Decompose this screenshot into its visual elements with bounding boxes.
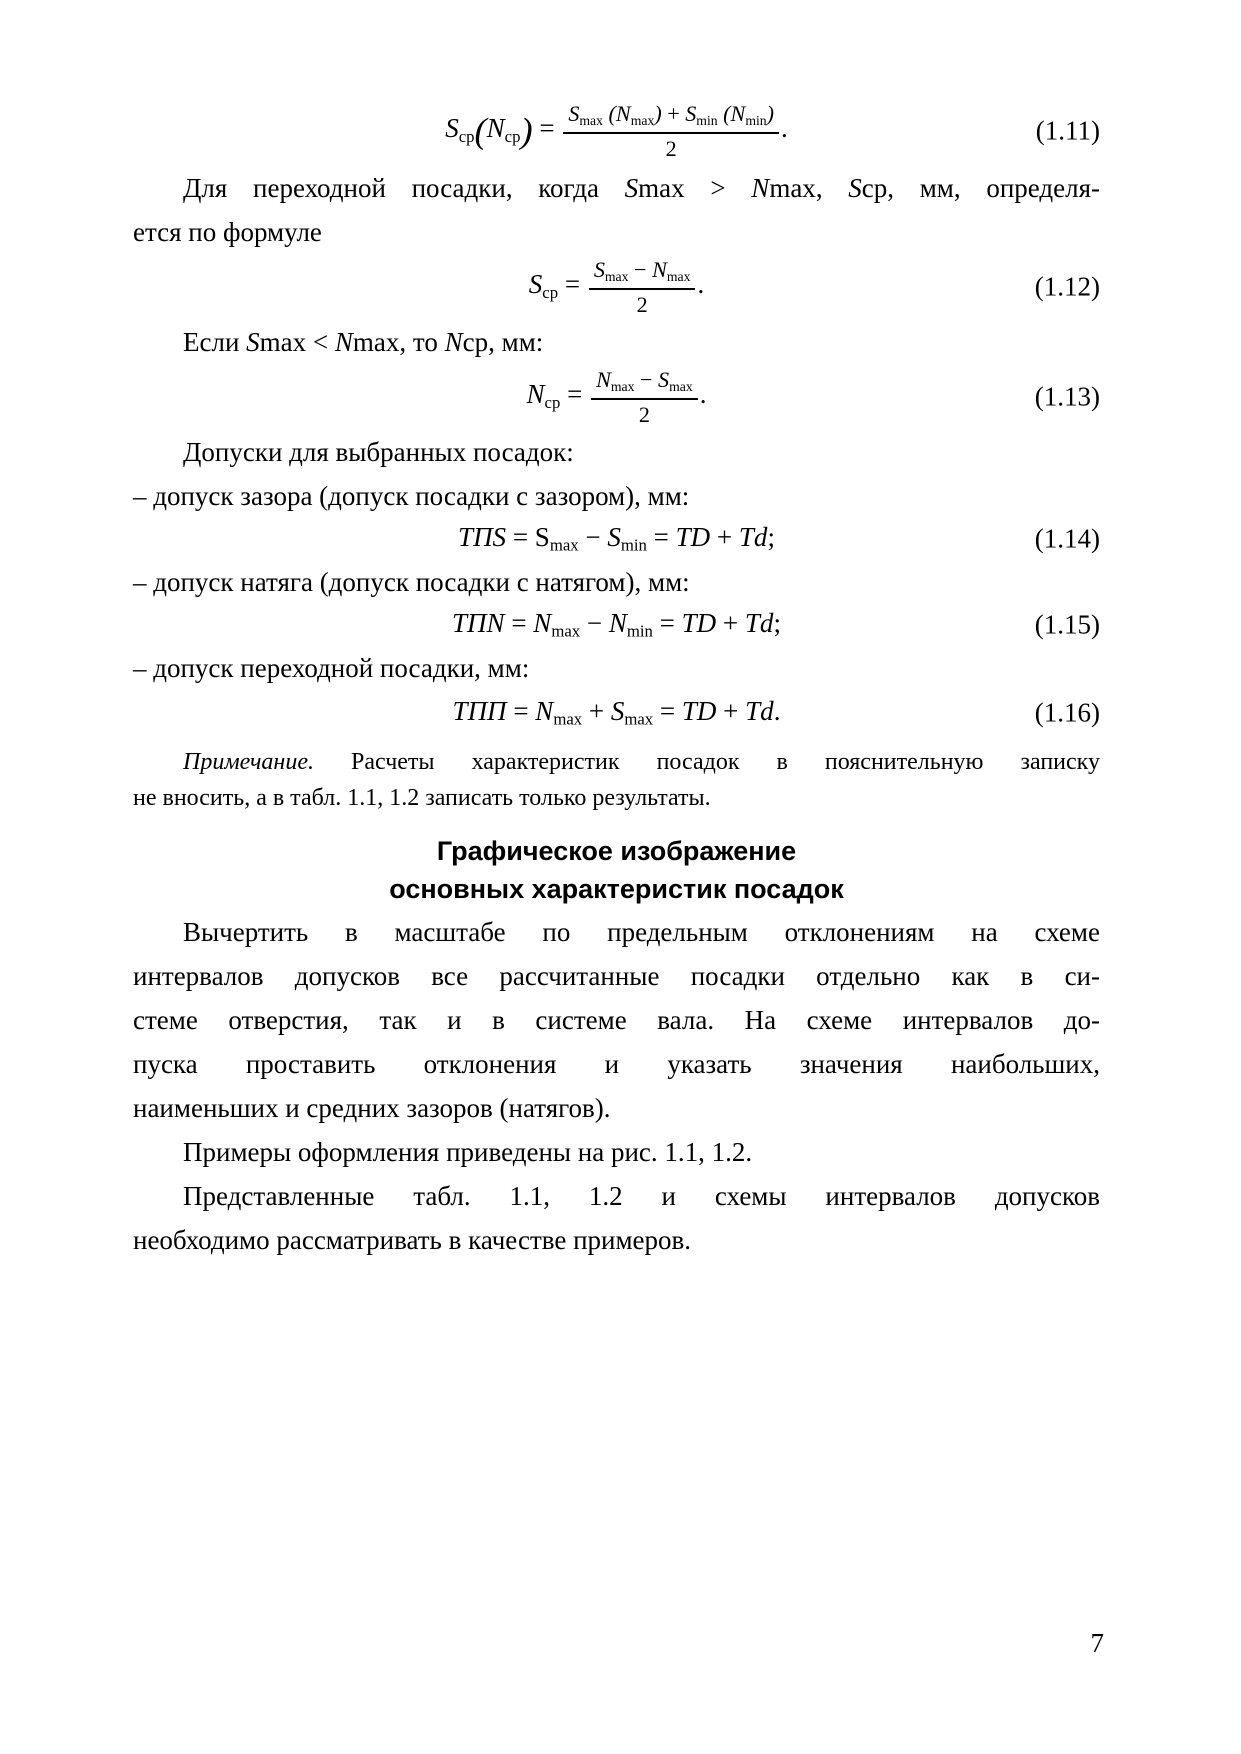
note-line: не вносить, а в табл. 1.1, 1.2 записать только результаты. <box>133 785 711 811</box>
paragraph-line: пуска проставить отклонения и указать значения наибольших, <box>133 1049 1100 1079</box>
display-equation-1-14 <box>133 518 1100 560</box>
paragraph-line: стеме отверстия, так и в системе вала. На схеме интервалов до- <box>133 1005 1100 1035</box>
equation-number: (1.12) <box>1034 271 1100 302</box>
paragraph-line: Представленные табл. 1.1, 1.2 и схемы интервалов допусков <box>183 1181 1100 1211</box>
paragraph-line: Допуски для выбранных посадок: <box>183 437 574 467</box>
note-line: Примечание. Расчеты характеристик посадок в пояснительную записку <box>183 749 1100 775</box>
paragraph-line: интервалов допусков все рассчитанные посадки отдельно как в си- <box>133 961 1100 991</box>
equation-number: (1.16) <box>1034 697 1100 728</box>
list-item: – допуск переходной посадки, мм: <box>133 653 530 683</box>
display-equation-1-16 <box>133 690 1100 736</box>
paragraph-line: Вычертить в масштабе по предельным отклонениям на схеме <box>183 917 1100 947</box>
section-heading-line: основных характеристик посадок <box>389 874 844 904</box>
display-equation-1-13 <box>133 364 1100 430</box>
text-block <box>133 96 1100 1262</box>
paragraph-line: Для переходной посадки, когда Smax > Nmax, Sср, мм, определя- <box>183 173 1100 203</box>
equation-number: (1.13) <box>1034 381 1100 412</box>
note-paragraph <box>133 744 1100 816</box>
section-heading-line: Графическое изображение <box>436 836 797 866</box>
equation-number: (1.14) <box>1034 523 1100 554</box>
body-paragraph <box>133 910 1100 1130</box>
equation-formula: ТПП = $N_{max} + S_{max}$ = TD + Td. <box>452 696 781 729</box>
paragraph-line: наименьших и средних зазоров (натягов). <box>133 1093 611 1123</box>
display-equation-1-12 <box>133 254 1100 320</box>
list-item: – допуск зазора (допуск посадки с зазором), мм: <box>133 481 690 511</box>
equation-number: (1.15) <box>1034 609 1100 640</box>
display-equation-1-15 <box>133 604 1100 646</box>
paragraph-line: Если Smax < Nmax, то Nср, мм: <box>183 327 544 357</box>
paragraph-line: ется по формуле <box>133 217 322 247</box>
equation-formula: $S_{ср}$ = $\frac{S_{max} - N_{max}}{2}$ . <box>528 256 705 317</box>
display-equation-1-11 <box>133 96 1100 166</box>
equation-formula: ТПN = $N_{max} - N_{min}$ = TD + Td; <box>452 608 781 641</box>
equation-formula: $S_{ср}(N_{ср})$ = $\frac{S_{max} (N_{max}) + S_{min} (N_{min})}{2}$ . <box>445 100 788 161</box>
equation-number: (1.11) <box>1035 115 1100 146</box>
paragraph-line: Примеры оформления приведены на рис. 1.1, 1.2. <box>183 1137 753 1167</box>
paragraph-line: необходимо рассматривать в качестве примеров. <box>133 1225 692 1255</box>
section-heading <box>133 832 1100 908</box>
equation-formula: $N_{ср}$ = $\frac{N_{max} - S_{max}}{2}$ . <box>526 366 707 427</box>
equation-formula: ТПS = $S_{max} - S_{min}$ = TD + Td; <box>458 522 775 555</box>
list-item: – допуск натяга (допуск посадки с натягом), мм: <box>133 567 690 597</box>
page-number: 7 <box>1090 1628 1104 1658</box>
